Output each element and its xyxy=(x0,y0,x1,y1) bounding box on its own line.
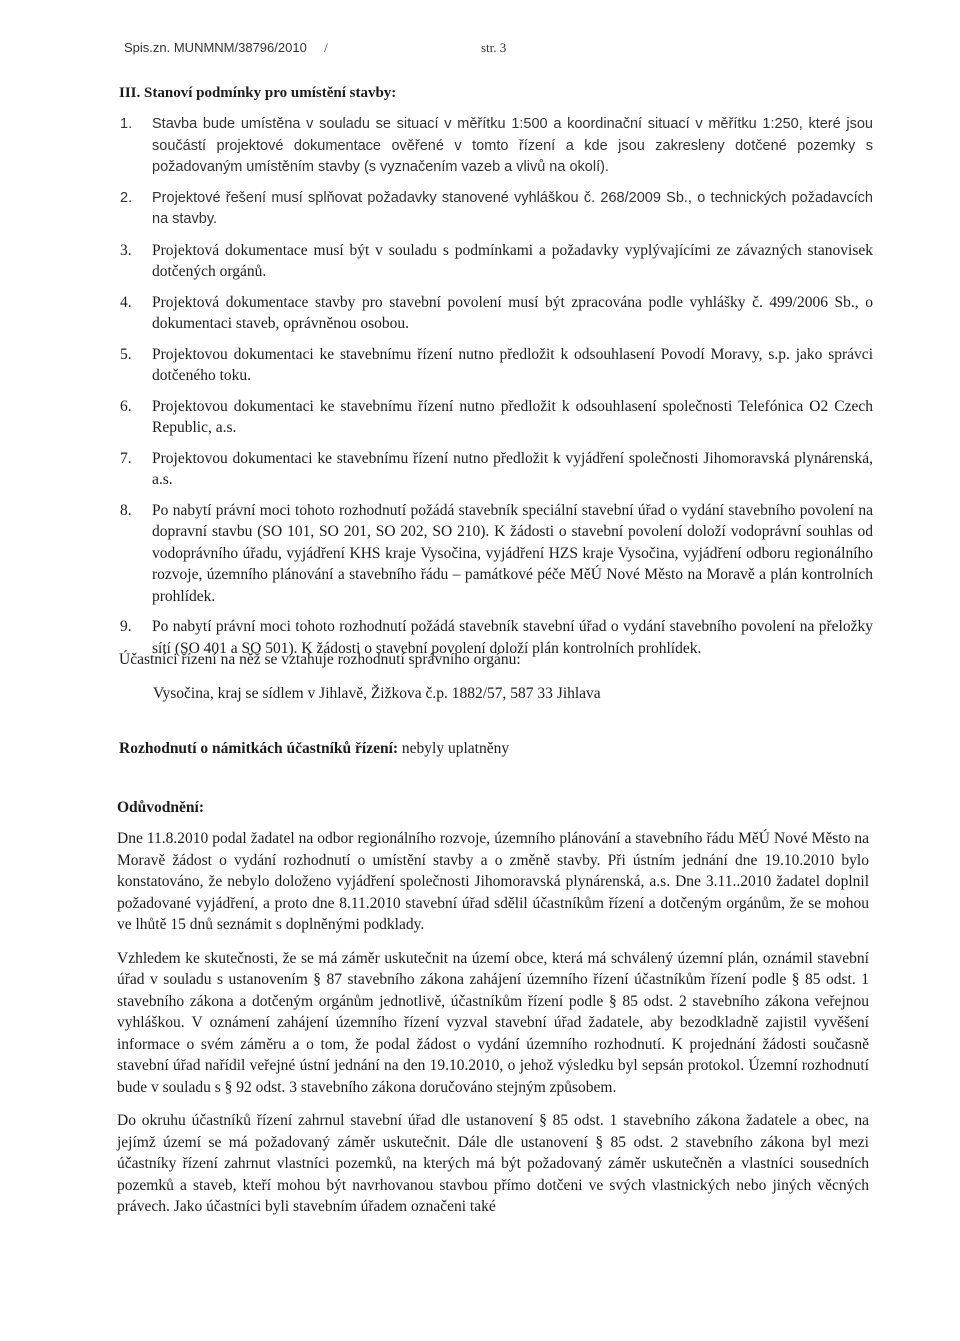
condition-number: 3. xyxy=(120,241,132,259)
condition-item xyxy=(118,292,873,335)
condition-text: Projektová dokumentace musí být v souladu s podmínkami a požadavky vyplývajícími ze závazných stanovisek dotčených orgánů. xyxy=(152,241,873,280)
condition-text: Projektovou dokumentaci ke stavebnímu řízení nutno předložit k odsouhlasení Povodí Moravy, s.p. jako správci dotčeného toku. xyxy=(152,345,873,384)
participant-entry: Vysočina, kraj se sídlem v Jihlavě, Žižkova č.p. 1882/57, 587 33 Jihlava xyxy=(153,685,601,702)
reasoning-body xyxy=(117,828,869,1230)
condition-item xyxy=(118,448,873,491)
file-reference: Spis.zn. MUNMNM/38796/2010 xyxy=(124,40,307,55)
condition-item xyxy=(118,188,873,231)
condition-text: Po nabytí právní moci tohoto rozhodnutí požádá stavebník speciální stavební úřad o vydání stavebního povolení na dopravní stavbu (SO 101, SO 201, SO 202, SO 210). K žádosti o stavební povolení doloží vodoprávní souhlas od vodoprávního úřadu, vyjádření KHS kraje Vysočina, vyjádření HZS kraje Vysočina, vyjádření odboru regionálního rozvoje, územního plánování a stavebního řádu – památkové péče MěÚ Nové Město na Moravě a plán kontrolních prohlídek. xyxy=(152,501,873,605)
condition-text: Projektovou dokumentaci ke stavebnímu řízení nutno předložit k odsouhlasení společnosti Telefónica O2 Czech Republic, a.s. xyxy=(152,397,873,436)
condition-item xyxy=(118,344,873,387)
condition-number: 6. xyxy=(120,397,132,415)
condition-item xyxy=(118,396,873,439)
header-separator: / xyxy=(324,40,328,55)
reasoning-paragraph: Vzhledem ke skutečnosti, že se má záměr uskutečnit na území obce, která má schválený územní plán, oznámil stavební úřad v souladu s ustanovením § 87 stavebního zákona zahájení územního řízení účastníkům řízení podle § 85 odst. 1 stavebního zákona a dotčeným orgánům jednotlivě, účastníkům řízení podle § 85 odst. 2 stavebního zákona veřejnou vyhláškou. V oznámení zahájení územního řízení vyzval stavební úřad žadatele, aby bezodkladně zajistil vyvěšení informace o svém záměru a o tom, že podal žádost o vydání územního rozhodnutí. K projednání žádosti současně stavební úřad nařídil veřejné ústní jednání na den 19.10.2010, o jehož výsledku byl sepsán protokol. Územní rozhodnutí bude v souladu s § 92 odst. 3 stavebního zákona doručováno stejným způsobem. xyxy=(117,949,869,1096)
condition-number: 4. xyxy=(120,293,132,311)
conditions-list xyxy=(118,114,873,668)
section-title: III. Stanoví podmínky pro umístění stavby: xyxy=(119,85,397,101)
reasoning-paragraph: Do okruhu účastníků řízení zahrnul stavební úřad dle ustanovení § 85 odst. 1 stavebního zákona žadatele a obec, na jejímž území se má požadovaný záměr uskutečnit. Dále dle ustanovení § 85 odst. 2 stavebního zákona byl mezi účastníky řízení zahrnut vlastníci pozemků, na kterých má být požadovaný záměr uskutečněn a vlastníci sousedních pozemků a staveb, kteří mohou být navrhovanou stavbou přímo dotčeni ve svých vlastnických nebo jiných věcných právech. Jako účastníci byli stavebním úřadem označeni také xyxy=(117,1112,869,1215)
condition-text: Stavba bude umístěna v souladu se situací v měřítku 1:500 a koordinační situací v měřítku 1:250, které jsou součástí projektové dokumentace ověřené v tomto řízení a kde jsou zakresleny dotčené pozemky s požadovaným umístěním stavby (s vyznačením vazeb a vlivů na okolí). xyxy=(152,116,873,175)
condition-number: 8. xyxy=(120,501,132,519)
condition-number: 5. xyxy=(120,345,132,363)
objections-line xyxy=(119,740,509,758)
condition-number: 2. xyxy=(120,189,133,206)
condition-number: 1. xyxy=(120,116,133,132)
condition-item xyxy=(118,500,873,608)
condition-text: Projektové řešení musí splňovat požadavky stanovené vyhláškou č. 268/2009 Sb., o technických požadavcích na stavby. xyxy=(152,189,873,227)
page-number: str. 3 xyxy=(481,40,507,55)
reasoning-paragraph: Dne 11.8.2010 podal žadatel na odbor regionálního rozvoje, územního plánování a stavebního řádu MěÚ Nové Město na Moravě žádost o vydání rozhodnutí o umístění stavby a o změně stavby. Při ústním jednání dne 19.10.2010 bylo konstatováno, že nebylo doloženo vyjádření společnosti Jihomoravská plynárenská, a.s. Dne 3.11..2010 žadatel doplnil požadované vyjádření, a proto dne 8.11.2010 stavební úřad sdělil účastníkům řízení a dotčeným orgánům, že se mohou ve lhůtě 15 dnů seznámit s doplněnými podklady. xyxy=(117,830,869,933)
participants-label: Účastníci řízení na něž se vztahuje rozhodnutí správního orgánu: xyxy=(119,651,521,668)
objections-value: nebyly uplatněny xyxy=(398,740,510,757)
objections-label: Rozhodnutí o námitkách účastníků řízení: xyxy=(119,740,399,757)
page-header xyxy=(124,40,507,56)
condition-number: 7. xyxy=(120,449,132,467)
condition-text: Projektovou dokumentaci ke stavebnímu řízení nutno předložit k vyjádření společnosti Jihomoravská plynárenská, a.s. xyxy=(152,449,873,488)
condition-item xyxy=(118,114,873,179)
reasoning-title: Odůvodnění: xyxy=(117,799,205,816)
condition-text: Projektová dokumentace stavby pro stavební povolení musí být zpracována podle vyhlášky č. 499/2006 Sb., o dokumentaci staveb, oprávněnou osobou. xyxy=(152,293,873,332)
condition-number: 9. xyxy=(120,618,132,635)
condition-text: Po nabytí právní moci tohoto rozhodnutí požádá stavebník stavební úřad o vydání stavebního povolení na přeložky sítí (SO 401 a SO 501). K žádosti o stavební povolení doloží plán kontrolních prohlídek. xyxy=(152,618,873,657)
condition-item xyxy=(118,240,873,283)
